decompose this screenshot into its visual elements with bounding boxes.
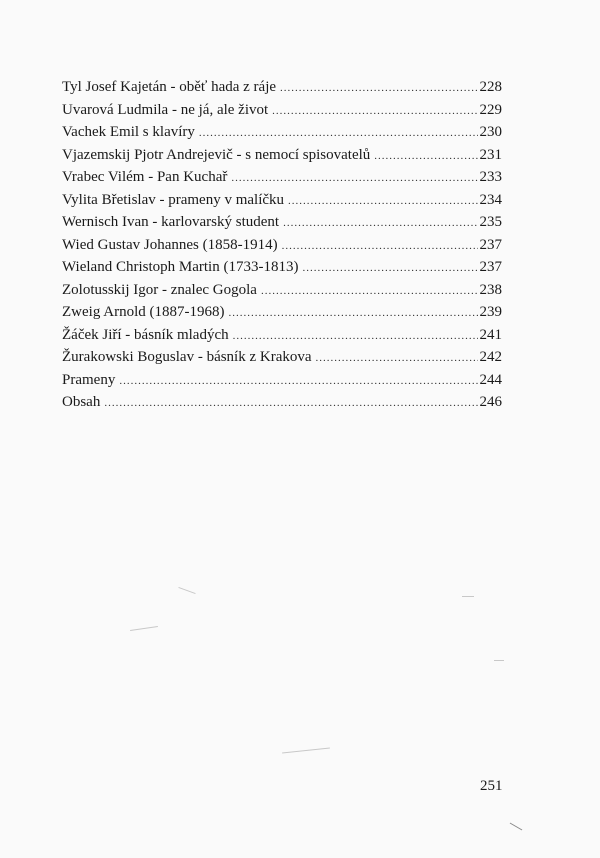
- toc-entry: [62, 211, 502, 234]
- toc-entry-page: 246: [479, 394, 502, 410]
- table-of-contents: [62, 76, 502, 414]
- toc-entry-title: Wieland Christoph Martin (1733-1813): [62, 259, 299, 275]
- toc-entry-title: Obsah: [62, 394, 101, 410]
- toc-leader-dots: [316, 347, 478, 370]
- toc-entry: [62, 346, 502, 369]
- toc-leader-dots: [283, 212, 477, 235]
- toc-entry-page: 242: [479, 349, 502, 365]
- toc-entry-title: Zolotusskij Igor - znalec Gogola: [62, 281, 257, 298]
- toc-entry-page: 235: [479, 214, 502, 230]
- toc-entry-page: 228: [479, 79, 502, 95]
- toc-entry-title: Wied Gustav Johannes (1858-1914): [62, 236, 278, 253]
- toc-entry-title: Vachek Emil s klavíry: [62, 124, 195, 140]
- toc-entry: [62, 99, 502, 122]
- toc-entry: [62, 234, 502, 257]
- toc-leader-dots: [261, 280, 478, 303]
- toc-entry: [62, 189, 502, 212]
- toc-entry: [62, 301, 502, 324]
- toc-entry-page: 237: [479, 236, 502, 253]
- scan-speck: [494, 660, 504, 661]
- toc-entry-title: Vjazemskij Pjotr Andrejevič - s nemocí spisovatelů: [62, 146, 371, 163]
- toc-entry-title: Wernisch Ivan - karlovarský student: [62, 214, 280, 230]
- toc-entry-page: 241: [479, 326, 502, 343]
- toc-entry-title: Žurakowski Boguslav - básník z Krakova: [62, 349, 312, 365]
- scan-speck: [510, 823, 523, 831]
- toc-entry-title: Vrabec Vilém - Pan Kuchař: [62, 169, 228, 185]
- scan-speck: [130, 626, 158, 631]
- toc-entry: [62, 166, 502, 189]
- toc-entry: [62, 369, 502, 392]
- toc-leader-dots: [374, 145, 477, 168]
- toc-entry-page: 230: [479, 124, 502, 140]
- toc-entry-title: Tyl Josef Kajetán - oběť hada z ráje: [62, 79, 277, 95]
- scan-speck: [282, 747, 330, 753]
- toc-entry-page: 244: [479, 371, 502, 388]
- toc-entry-page: 237: [479, 259, 502, 275]
- toc-entry: [62, 391, 502, 414]
- toc-entry: [62, 256, 502, 279]
- toc-leader-dots: [302, 257, 477, 280]
- toc-leader-dots: [280, 77, 477, 100]
- toc-entry-page: 238: [479, 281, 502, 298]
- toc-leader-dots: [228, 302, 477, 325]
- toc-entry: [62, 121, 502, 144]
- toc-leader-dots: [199, 122, 478, 145]
- toc-entry: [62, 279, 502, 302]
- toc-entry-title: Uvarová Ludmila - ne já, ale život: [62, 101, 269, 118]
- toc-entry: [62, 324, 502, 347]
- toc-entry-page: 231: [479, 146, 502, 163]
- toc-entry-page: 234: [479, 191, 502, 208]
- toc-entry-title: Zweig Arnold (1887-1968): [62, 304, 225, 320]
- page-number: 251: [480, 778, 503, 794]
- toc-leader-dots: [231, 167, 477, 190]
- toc-leader-dots: [272, 100, 477, 123]
- toc-leader-dots: [233, 325, 478, 348]
- toc-entry-page: 239: [479, 304, 502, 320]
- toc-entry: [62, 76, 502, 99]
- toc-leader-dots: [119, 370, 477, 393]
- scan-speck: [178, 587, 195, 594]
- toc-entry-title: Vylita Břetislav - prameny v malíčku: [62, 191, 285, 208]
- toc-entry: [62, 144, 502, 167]
- toc-leader-dots: [288, 190, 477, 213]
- toc-leader-dots: [104, 392, 477, 415]
- scan-speck: [462, 596, 474, 597]
- toc-entry-page: 233: [479, 169, 502, 185]
- toc-entry-title: Prameny: [62, 371, 116, 388]
- toc-entry-title: Žáček Jiří - básník mladých: [62, 326, 229, 343]
- toc-entry-page: 229: [479, 101, 502, 118]
- toc-leader-dots: [282, 235, 478, 258]
